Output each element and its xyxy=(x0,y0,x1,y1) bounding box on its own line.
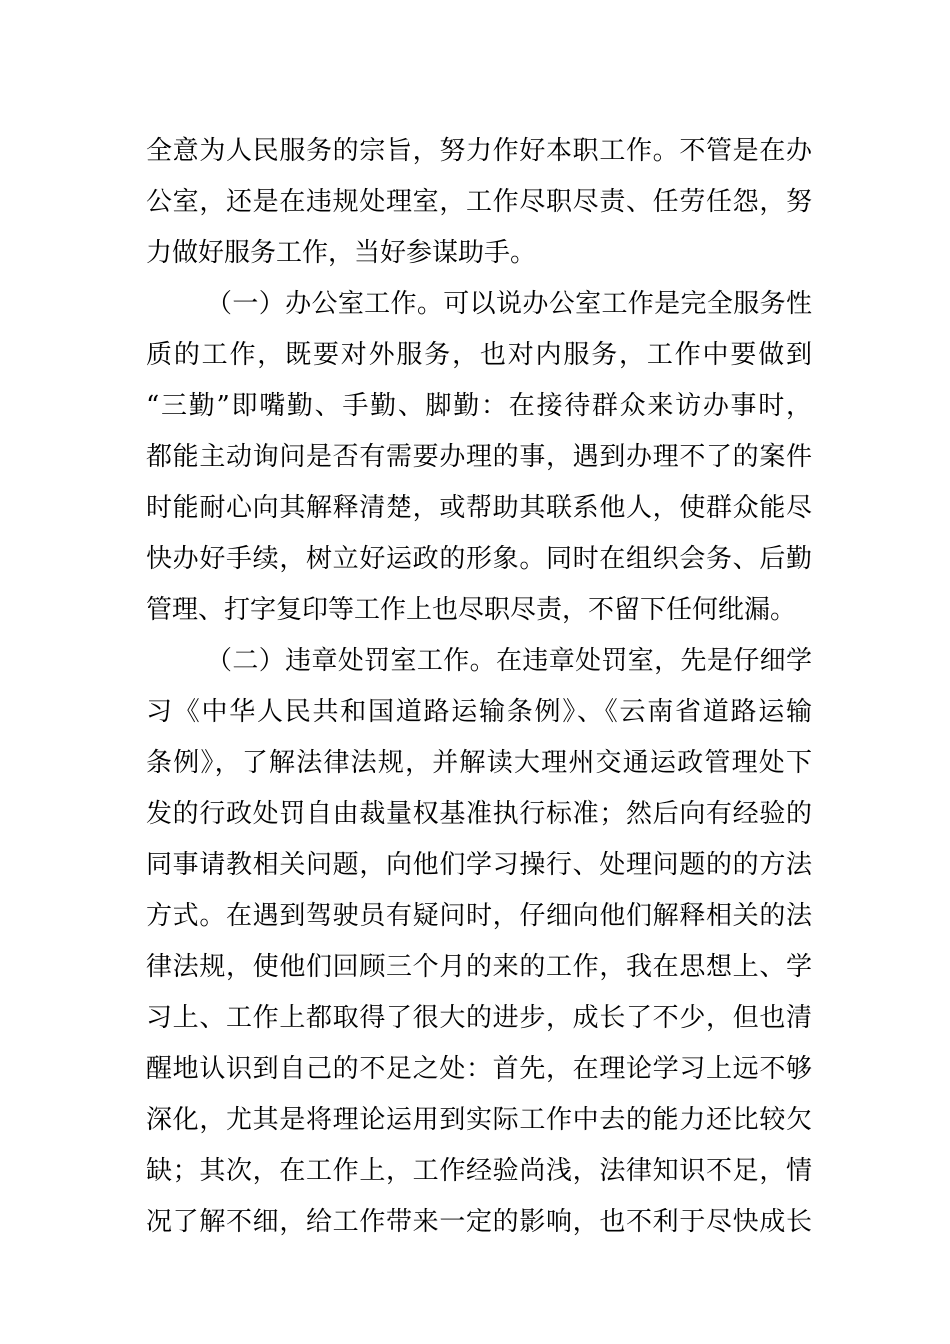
body-text xyxy=(146,126,812,1248)
text-line-5: 质的工作，既要对外服务，也对内服务，工作中要做到 xyxy=(146,340,812,370)
text-line-22: 况了解不细，给工作带来一定的影响，也不利于尽快成长 xyxy=(146,1207,812,1237)
text-line-16: 方式。在遇到驾驶员有疑问时，仔细向他们解释相关的法 xyxy=(146,901,812,931)
text-line-1: 全意为人民服务的宗旨，努力作好本职工作。不管是在办 xyxy=(146,136,812,166)
text-line-8: 时能耐心向其解释清楚，或帮助其联系他人，使群众能尽 xyxy=(146,493,812,523)
text-line-6: “三勤”即嘴勤、手勤、脚勤：在接待群众来访办事时， xyxy=(146,391,812,421)
text-line-21: 缺；其次，在工作上，工作经验尚浅，法律知识不足，情 xyxy=(146,1156,812,1186)
text-line-19: 醒地认识到自己的不足之处：首先，在理论学习上远不够 xyxy=(146,1054,812,1084)
text-line-13: 条例》，了解法律法规，并解读大理州交通运政管理处下 xyxy=(146,748,812,778)
text-line-14: 发的行政处罚自由裁量权基准执行标准；然后向有经验的 xyxy=(146,799,812,829)
text-line-4: （一）办公室工作。可以说办公室工作是完全服务性 xyxy=(206,289,812,319)
text-line-20: 深化，尤其是将理论运用到实际工作中去的能力还比较欠 xyxy=(146,1105,812,1135)
text-line-18: 习上、工作上都取得了很大的进步，成长了不少，但也清 xyxy=(146,1003,812,1033)
text-line-7: 都能主动询问是否有需要办理的事，遇到办理不了的案件 xyxy=(146,442,812,472)
text-line-9: 快办好手续，树立好运政的形象。同时在组织会务、后勤 xyxy=(146,544,812,574)
text-line-10: 管理、打字复印等工作上也尽职尽责，不留下任何纰漏。 xyxy=(146,595,797,625)
text-line-15: 同事请教相关问题，向他们学习操行、处理问题的的方法 xyxy=(146,850,812,880)
text-line-12: 习《中华人民共和国道路运输条例》、《云南省道路运输 xyxy=(146,697,812,727)
text-line-3: 力做好服务工作，当好参谋助手。 xyxy=(146,238,537,268)
text-line-17: 律法规，使他们回顾三个月的来的工作，我在思想上、学 xyxy=(146,952,812,982)
text-line-2: 公室，还是在违规处理室，工作尽职尽责、任劳任怨，努 xyxy=(146,187,812,217)
text-line-11: （二）违章处罚室工作。在违章处罚室，先是仔细学 xyxy=(206,646,812,676)
